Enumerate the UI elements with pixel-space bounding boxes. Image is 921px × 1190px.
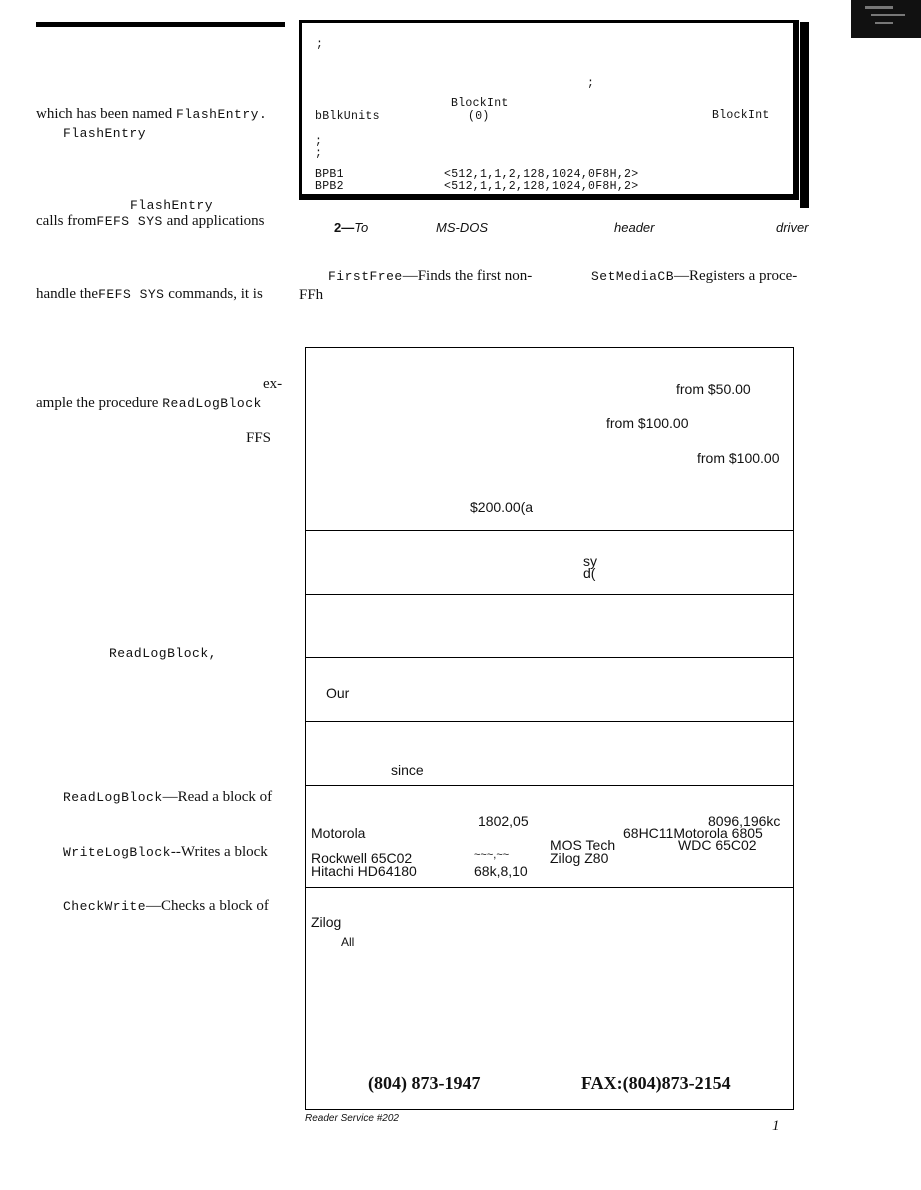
ad-phone: (804) 873-1947: [368, 1073, 481, 1093]
body-text: ex-: [263, 376, 283, 392]
listing-line: BPB1: [315, 168, 344, 181]
corner-mark: [851, 0, 921, 38]
ad-chip-name: Zilog Z80: [550, 850, 609, 866]
ad-chip-name: Rockwell 65C02: [311, 850, 413, 866]
ad-chip-name: 8096,196kc: [708, 813, 781, 829]
body-text: —Checks a block of: [146, 898, 269, 914]
code-text: FlashEntry: [63, 126, 147, 141]
ad-divider: [306, 785, 793, 786]
listing-box-shadow: [800, 22, 809, 208]
caption-text: driver: [776, 220, 809, 235]
ad-chip-name: 68HC11Motorola 6805: [623, 825, 763, 841]
code-text: FEFS SYS: [98, 287, 165, 302]
code-text: FlashEntry: [130, 198, 214, 213]
body-text: which has been named: [36, 106, 173, 122]
ad-text: since: [391, 762, 424, 778]
listing-line: ;: [587, 77, 595, 90]
ad-fax: FAX:(804)873-2154: [581, 1073, 731, 1093]
ad-chip-name: Motorola: [311, 825, 366, 841]
listing-line: (0): [468, 110, 490, 123]
listing-line: bBlkUnits: [315, 110, 380, 123]
ad-text: All: [341, 935, 355, 949]
code-text: FirstFree: [328, 269, 403, 284]
body-text: handle the: [36, 286, 99, 302]
listing-line: BPB2: [315, 180, 344, 193]
code-text: ReadLogBlock,: [109, 646, 217, 661]
code-text: ReadLogBlock: [162, 396, 262, 411]
body-text: FFS: [246, 430, 272, 446]
listing-line: BlockInt: [712, 109, 770, 122]
ad-text-fragment: d(: [583, 565, 596, 581]
code-text: ReadLogBlock: [63, 790, 163, 805]
body-text: calls from: [36, 213, 97, 229]
procedure-item: [591, 268, 797, 285]
body-text: —Read a block of: [162, 789, 273, 805]
code-text: WriteLogBlock: [63, 845, 171, 860]
body-text: and applications: [166, 213, 265, 229]
ad-price: from $100.00: [606, 415, 689, 431]
caption-number: 2—To: [334, 220, 369, 235]
ad-divider: [306, 721, 793, 722]
ad-price: $200.00(a: [470, 499, 534, 515]
listing-line: ;: [315, 147, 323, 160]
ad-text: Zilog: [311, 914, 342, 930]
body-text: FFh: [299, 287, 324, 303]
ad-chip-name: Hitachi HD64180: [311, 863, 417, 879]
top-rule: [36, 22, 285, 27]
listing-line: ;: [315, 135, 323, 148]
ad-divider: [306, 887, 793, 888]
caption-text: MS-DOS: [436, 220, 488, 235]
caption-text: header: [614, 220, 655, 235]
ad-text: Our: [326, 685, 350, 701]
left-text-line: [36, 395, 262, 412]
listing-line: <512,1,1,2,128,1024,0F8H,2>: [444, 180, 639, 193]
listing-line: ;: [316, 38, 324, 51]
body-text: --Writes a block: [170, 844, 268, 860]
ad-price: from $50.00: [676, 381, 751, 397]
ad-price: from $100.00: [697, 450, 780, 466]
procedure-item: [328, 268, 532, 285]
body-text: —Finds the first non-: [402, 268, 533, 284]
ad-text-fragment: sy: [583, 553, 597, 569]
code-text: FlashEntry.: [175, 107, 268, 122]
body-text: ample the procedure: [36, 395, 159, 411]
left-text-line: [36, 286, 263, 303]
code-text: FEFS SYS: [96, 214, 163, 229]
ad-chip-name: ~~~,~~: [474, 849, 510, 861]
page-number: 1: [772, 1118, 780, 1134]
ad-chip-name: 68k,8,10: [474, 863, 528, 879]
ad-chip-name: MOS Tech: [550, 837, 616, 853]
left-text-line: [36, 213, 264, 230]
procedure-item: [63, 898, 269, 915]
ad-divider: [306, 530, 793, 531]
ad-divider: [306, 657, 793, 658]
code-text: SetMediaCB: [591, 269, 675, 284]
body-text: —Registers a proce-: [674, 268, 798, 284]
body-text: commands, it is: [168, 286, 263, 302]
reader-service: Reader Service #202: [305, 1113, 399, 1124]
ad-chip-name: WDC 65C02: [678, 837, 757, 853]
ad-divider: [306, 594, 793, 595]
code-text: CheckWrite: [63, 899, 147, 914]
ad-chip-name: 1802,05: [478, 813, 529, 829]
left-text-line: [36, 106, 267, 123]
procedure-item: [63, 844, 268, 861]
listing-line: BlockInt: [451, 97, 509, 110]
procedure-item: [63, 789, 272, 806]
listing-line: <512,1,1,2,128,1024,0F8H,2>: [444, 168, 639, 181]
